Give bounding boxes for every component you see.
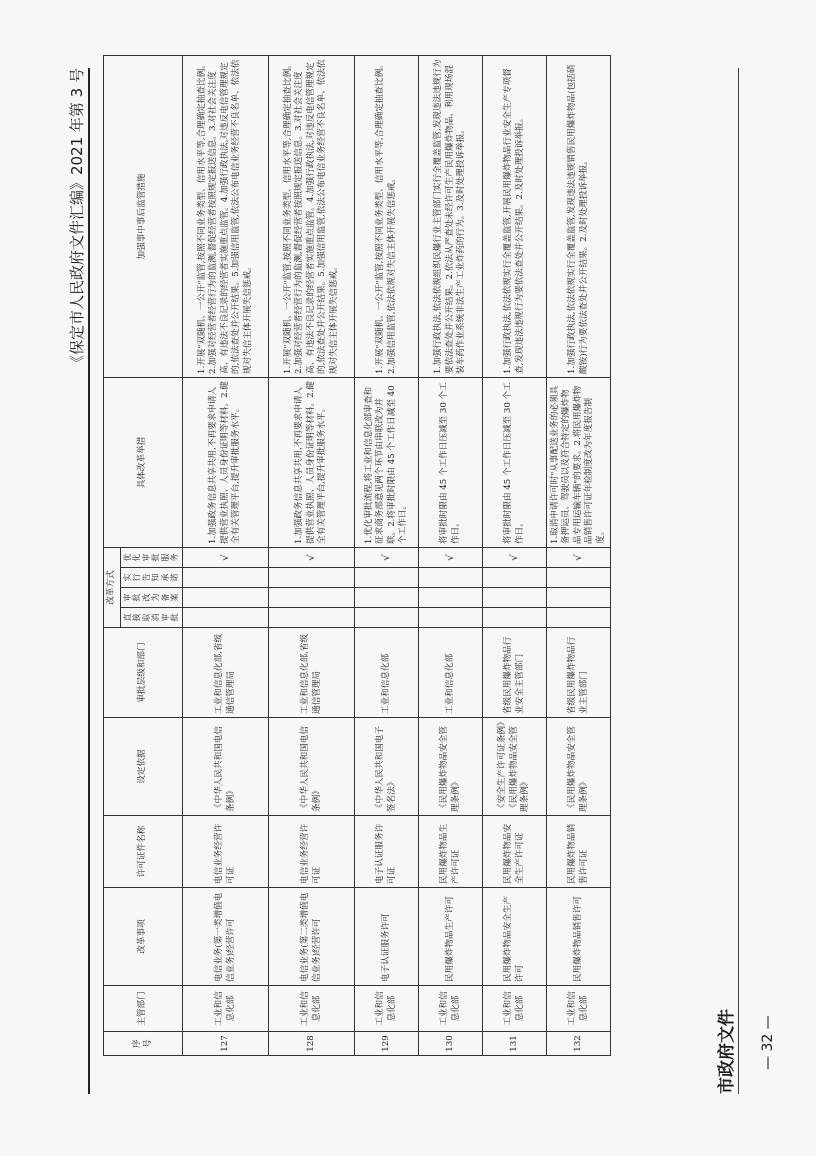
mode-cell xyxy=(183,608,269,628)
mode-cell xyxy=(483,568,547,588)
header-basis: 设定依据 xyxy=(104,718,183,816)
header-mode-notify: 实行告知承诺 xyxy=(120,568,183,588)
section-title: 市政府文件 xyxy=(717,1009,737,1094)
supervision-cell: 1.加强行政执法,依法依规组织民爆行业主管部门实行全覆盖监管,发现违法违规行为要依法查处并公开结果。2.依法从严查处未经许可生产民用爆炸物品、利用现场混装车药作业系统非法生产工业炸药的行为。3.及时处理投诉举报。 xyxy=(419,55,483,377)
mode-cell xyxy=(483,588,547,608)
measures-cell: 1.取消申请许可时"从事配送业务的必须具备押运员、驾驶员以及符合特定的爆炸物品专用运输车辆"的要求。2.将民用爆炸物品销售许可证年检制度改为年度报告制度。 xyxy=(547,377,611,547)
mode-cell xyxy=(183,547,269,567)
header-seq: 序号 xyxy=(104,1032,183,1056)
mode-cell xyxy=(355,588,419,608)
mode-cell xyxy=(547,588,611,608)
table-header-row xyxy=(104,55,121,1055)
mode-cell xyxy=(547,568,611,588)
level-cell: 工业和信息化部,省级通信管理局 xyxy=(269,628,355,718)
header-mode-cancel: 直接取消审批 xyxy=(120,608,183,628)
seq-cell: 131 xyxy=(483,1032,547,1056)
seq-cell: 128 xyxy=(269,1032,355,1056)
permit-cell: 民用爆炸物品安全生产许可证 xyxy=(483,816,547,888)
mode-cell xyxy=(547,608,611,628)
mode-cell xyxy=(269,547,355,567)
checkmark-icon: √ xyxy=(380,554,392,561)
header-supervision: 加强事中事后监管措施 xyxy=(104,55,183,377)
item-cell: 民用爆炸物品生产许可 xyxy=(419,888,483,986)
mode-cell xyxy=(355,568,419,588)
level-cell: 省级民用爆炸物品行业安全主管部门 xyxy=(483,628,547,718)
permit-cell: 电信业务经营许可证 xyxy=(183,816,269,888)
supervision-cell: 1.开展"双随机、一公开"监管,按照不同业务类型、信用水平等,合理确定抽查比例。2.加强对经营者经营行为的监测,督促经营者按照规定报送信息。3.对社会关注度高、有违法不良记录的经营者实施重点监管。4.加强行政执法,对违反电信管理规定的,依法查处并公开结果。5.加强信用监管,依法公布电信业务经营不良名单、依法依规对失信主体开展失信惩戒。 xyxy=(269,55,355,377)
mode-cell xyxy=(419,568,483,588)
dept-cell: 工业和信息化部 xyxy=(483,986,547,1032)
dept-cell: 工业和信息化部 xyxy=(547,986,611,1032)
basis-cell: 《中华人民共和国电信条例》 xyxy=(183,718,269,816)
header-mode-filing: 审批改为备案 xyxy=(120,588,183,608)
table-row xyxy=(547,55,611,1055)
mode-cell xyxy=(419,608,483,628)
running-title: 《保定市人民政府文件汇编》2021 年第 3 号 xyxy=(68,68,86,371)
table-row xyxy=(419,55,483,1055)
basis-cell: 《中华人民共和国电信条例》 xyxy=(269,718,355,816)
checkmark-icon: √ xyxy=(572,554,584,561)
permit-cell: 民用爆炸物品生产许可证 xyxy=(419,816,483,888)
seq-cell: 127 xyxy=(183,1032,269,1056)
mode-cell xyxy=(355,547,419,567)
measures-cell: 将审批时限由 45 个工作日压减至 30 个工作日。 xyxy=(483,377,547,547)
mode-cell xyxy=(269,608,355,628)
level-cell: 省级民用爆炸物品行业主管部门 xyxy=(547,628,611,718)
level-cell: 工业和信息化部 xyxy=(419,628,483,718)
checkmark-icon: √ xyxy=(219,554,231,561)
table-row xyxy=(483,55,547,1055)
dept-cell: 工业和信息化部 xyxy=(419,986,483,1032)
dept-cell: 工业和信息化部 xyxy=(355,986,419,1032)
supervision-cell: 1.加强行政执法,依法依规实行全覆盖监管,开展民用爆炸物品行业安全生产专项督查,发现违法违规行为要依法查处并公开结果。2.及时处理投诉举报。 xyxy=(483,55,547,377)
header-dept: 主管部门 xyxy=(104,986,183,1032)
dept-cell: 工业和信息化部 xyxy=(183,986,269,1032)
item-cell: 民用爆炸物品安全生产许可 xyxy=(483,888,547,986)
mode-cell xyxy=(419,588,483,608)
basis-cell: 《民用爆炸物品安全管理条例》 xyxy=(419,718,483,816)
header-mode-optimize: 优化审批服务 xyxy=(120,547,183,567)
reform-table xyxy=(103,55,611,1056)
header-item: 改革事项 xyxy=(104,888,183,986)
item-cell: 电子认证服务许可 xyxy=(355,888,419,986)
mode-cell xyxy=(183,588,269,608)
mode-cell xyxy=(419,547,483,567)
measures-cell: 1.加强政务信息共享共用,不再要求申请人提供营业执照、人员身份证明等材料。2.健全有关管理平台,提升审批服务水平。 xyxy=(183,377,269,547)
level-cell: 工业和信息化部 xyxy=(355,628,419,718)
permit-cell: 电信业务经营许可证 xyxy=(269,816,355,888)
item-cell: 电信业务(第二类增值电信业务)经营许可 xyxy=(269,888,355,986)
item-cell: 民用爆炸物品销售许可 xyxy=(547,888,611,986)
mode-cell xyxy=(547,547,611,567)
mode-cell xyxy=(483,608,547,628)
footer-rule xyxy=(738,68,739,1094)
measures-cell: 1.加强政务信息共享共用,不再要求申请人提供营业执照、人员身份证明等材料。2.健全有关管理平台,提升审批服务水平。 xyxy=(269,377,355,547)
table-row xyxy=(355,55,419,1055)
page-number: — 32 — xyxy=(760,1015,776,1070)
supervision-cell: 1.开展"双随机、一公开"监管,按照不同业务类型、信用水平等,合理确定抽查比例。2.加强信用监管,依法依规对失信主体开展失信惩戒。 xyxy=(355,55,419,377)
mode-cell xyxy=(183,568,269,588)
checkmark-icon: √ xyxy=(305,554,317,561)
mode-cell xyxy=(269,568,355,588)
basis-cell: 《中华人民共和国电子签名法》 xyxy=(355,718,419,816)
mode-cell xyxy=(483,547,547,567)
header-rule xyxy=(88,68,90,1094)
basis-cell: 《民用爆炸物品安全管理条例》 xyxy=(547,718,611,816)
level-cell: 工业和信息化部,省级通信管理局 xyxy=(183,628,269,718)
permit-cell: 民用爆炸物品销售许可证 xyxy=(547,816,611,888)
supervision-cell: 1.开展"双随机、一公开"监管,按照不同业务类型、信用水平等,合理确定抽查比例。2.加强对经营者经营行为的监测,督促经营者按照规定报送信息。3.对社会关注度高、有违法不良记录的经营者实施重点监管。4.加强行政执法,对违反电信管理规定的,依法查处并公开结果。5.加强信用监管,依法公布电信业务经营不良名单、依法依规对失信主体开展失信惩戒。 xyxy=(183,55,269,377)
seq-cell: 132 xyxy=(547,1032,611,1056)
header-level: 审批层级和部门 xyxy=(104,628,183,718)
seq-cell: 130 xyxy=(419,1032,483,1056)
dept-cell: 工业和信息化部 xyxy=(269,986,355,1032)
mode-cell xyxy=(355,608,419,628)
table-row xyxy=(269,55,355,1055)
checkmark-icon: √ xyxy=(508,554,520,561)
basis-cell: 《安全生产许可证条例》《民用爆炸物品安全管理条例》 xyxy=(483,718,547,816)
table-body xyxy=(183,55,611,1055)
item-cell: 电信业务(第一类增值电信业务)经营许可 xyxy=(183,888,269,986)
table-row xyxy=(183,55,269,1055)
permit-cell: 电子认证服务许可证 xyxy=(355,816,419,888)
header-measures: 具体改革举措 xyxy=(104,377,183,547)
supervision-cell: 1.加强行政执法,依法依规实行全覆盖监管,发现违法违规销售民用爆炸物品(包括硝酸铵)行为要依法查处并公开结果。2.及时处理投诉举报。 xyxy=(547,55,611,377)
seq-cell: 129 xyxy=(355,1032,419,1056)
header-permit: 许可证件名称 xyxy=(104,816,183,888)
header-mode: 改革方式 xyxy=(104,547,121,627)
measures-cell: 将审批时限由 45 个工作日压减至 30 个工作日。 xyxy=(419,377,483,547)
mode-cell xyxy=(269,588,355,608)
checkmark-icon: √ xyxy=(444,554,456,561)
measures-cell: 1.优化审批流程,将工业和信息化部审查和征求商务部意见两个环节由串联改为并联。2.将审批时限由 45 个工作日减至 40 个工作日。 xyxy=(355,377,419,547)
